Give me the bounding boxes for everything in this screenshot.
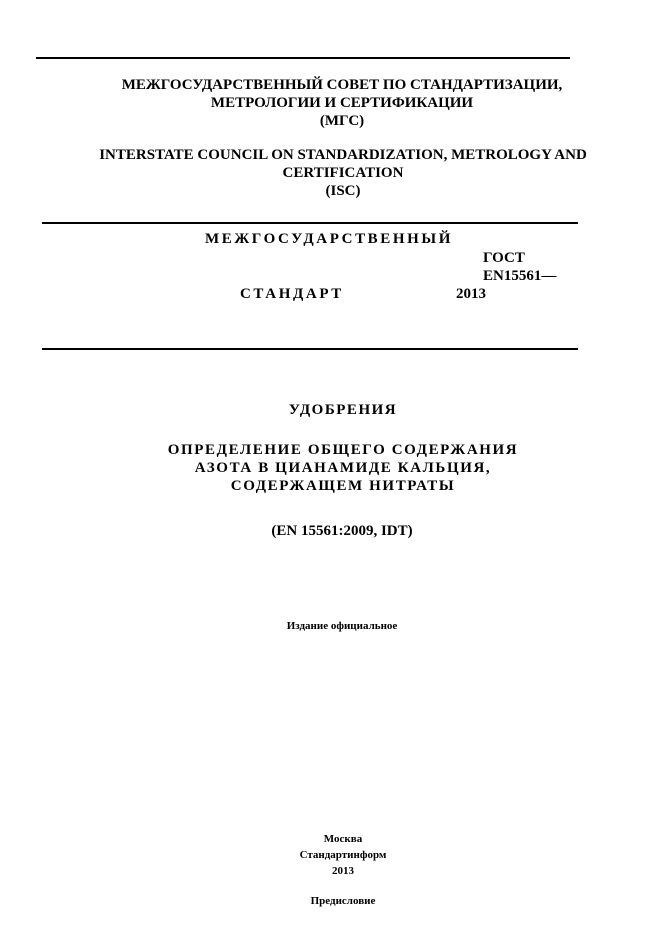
upper-rule <box>42 222 578 224</box>
label-standard: СТАНДАРТ <box>240 286 344 302</box>
subject-title: УДОБРЕНИЯ <box>288 402 398 418</box>
standard-reference: (EN 15561:2009, IDT) <box>271 523 413 539</box>
label-gost: ГОСТ <box>483 250 525 266</box>
council-ru-line-3: (МГС) <box>319 113 365 129</box>
council-en <box>36 146 650 200</box>
lower-rule <box>42 348 578 350</box>
top-rule <box>36 57 570 59</box>
council-en-line-3: (ISC) <box>325 183 361 199</box>
title-line-3: СОДЕРЖАЩЕМ НИТРАТЫ <box>230 478 456 494</box>
imprint-year: 2013 <box>332 865 354 877</box>
council-ru-line-1: МЕЖГОСУДАРСТВЕННЫЙ СОВЕТ ПО СТАНДАРТИЗАЦИИ, <box>121 77 563 93</box>
edition-label: Издание официальное <box>286 620 398 632</box>
title-line-2: АЗОТА В ЦИАНАМИДЕ КАЛЬЦИЯ, <box>194 460 492 476</box>
label-interstate: МЕЖГОСУДАРСТВЕННЫЙ <box>205 231 454 247</box>
standard-year: 2013 <box>456 286 486 302</box>
foreword-heading: Предисловие <box>310 895 376 907</box>
council-ru <box>40 76 644 130</box>
imprint-publisher: Стандартинформ <box>299 849 387 861</box>
document-title <box>0 441 662 495</box>
standard-number: EN15561— <box>483 268 557 284</box>
council-en-line-1: INTERSTATE COUNCIL ON STANDARDIZATION, METROLOGY AND <box>99 147 587 163</box>
title-line-1: ОПРЕДЕЛЕНИЕ ОБЩЕГО СОДЕРЖАНИЯ <box>167 442 519 458</box>
council-en-line-2: CERTIFICATION <box>282 165 404 181</box>
imprint <box>0 831 662 879</box>
imprint-city: Москва <box>323 833 363 845</box>
council-ru-line-2: МЕТРОЛОГИИ И СЕРТИФИКАЦИИ <box>210 95 474 111</box>
